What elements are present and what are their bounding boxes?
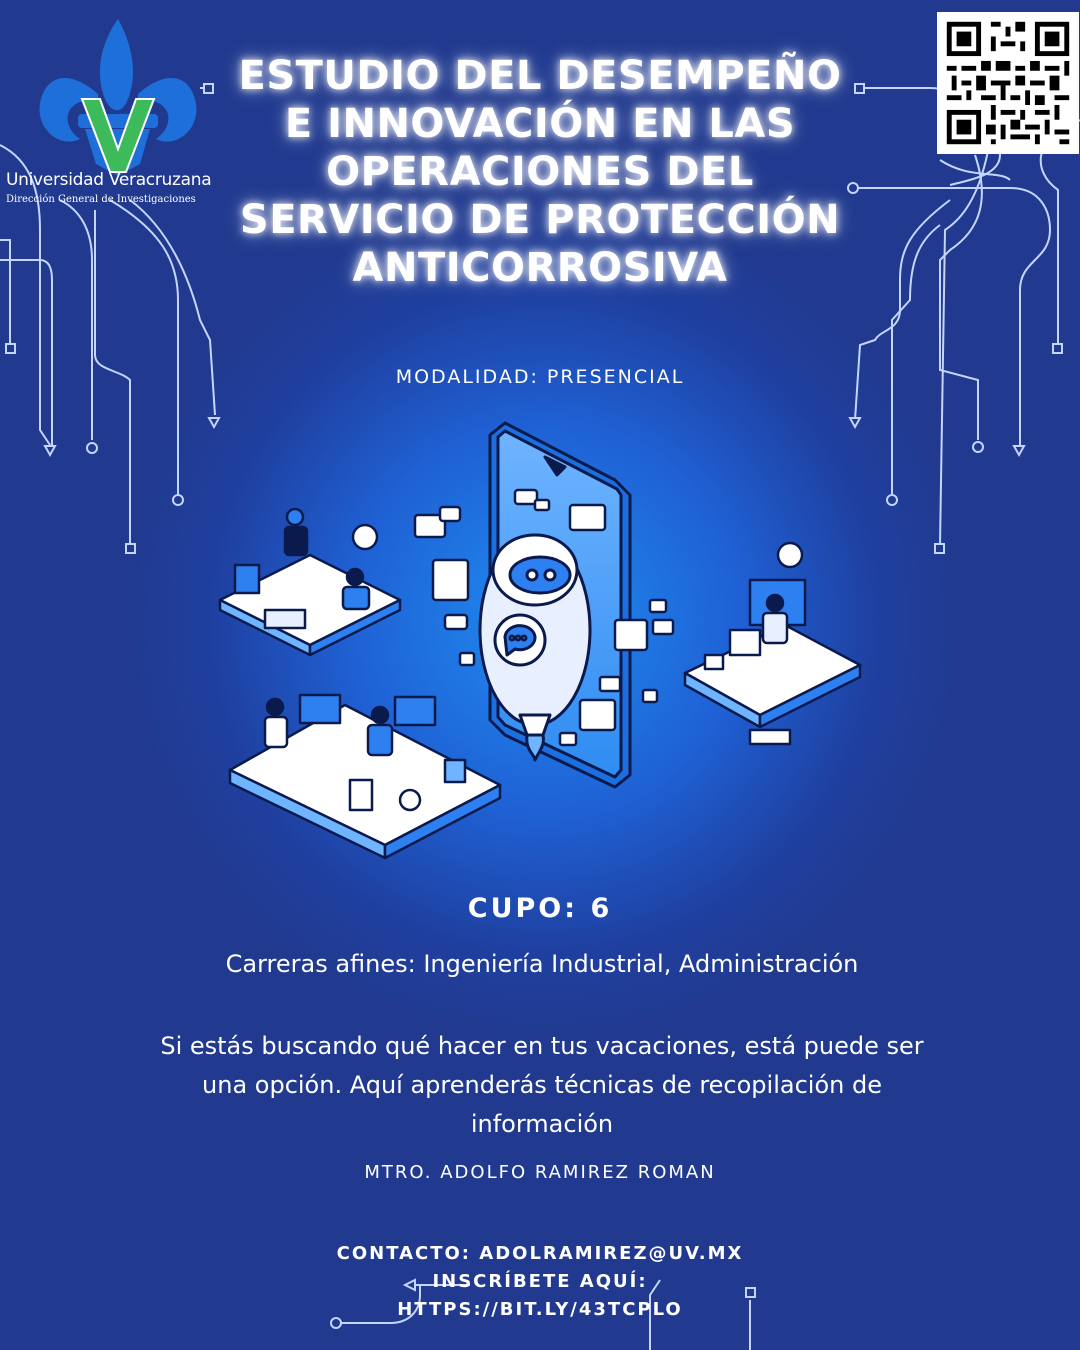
poster-title [215,52,865,292]
modality-label: MODALIDAD: PRESENCIAL [395,366,685,388]
university-name: Universidad Veracruzana [6,170,212,190]
qr-pattern [937,12,1079,154]
signup-link[interactable]: HTTPS://BIT.LY/43TCPLO [397,1299,683,1320]
description-text: Si estás buscando qué hacer en tus vacaciones, está puede ser una opción. Aquí aprenderás técnicas de recopilación de información [160,1032,924,1138]
capacity-label: CUPO: 6 [467,893,613,924]
contact-email[interactable]: CONTACTO: ADOLRAMIREZ@UV.MX [336,1243,744,1264]
related-careers: Carreras afines: Ingeniería Industrial, Administración [225,950,859,978]
title-line: OPERACIONES DEL [326,149,754,195]
signup-label: INSCRÍBETE AQUÍ: [432,1271,648,1292]
title-line: SERVICIO DE PROTECCIÓN [239,197,841,243]
qr-code-icon[interactable] [937,12,1079,154]
title-line: ANTICORROSIVA [352,245,728,291]
title-line: E INNOVACIÓN EN LAS [284,101,796,147]
instructor-name: MTRO. ADOLFO RAMIREZ ROMAN [364,1162,716,1183]
workspace-right-icon [685,543,860,744]
fleur-de-lis-icon [40,19,197,176]
department-name: Dirección General de Investigaciones [6,194,196,205]
workspace-bottom-left-icon [230,695,500,858]
title-line: ESTUDIO DEL DESEMPEÑO [238,53,842,99]
chatbot-robot-phone-illustration [205,415,875,870]
workspace-top-left-icon [220,509,400,655]
